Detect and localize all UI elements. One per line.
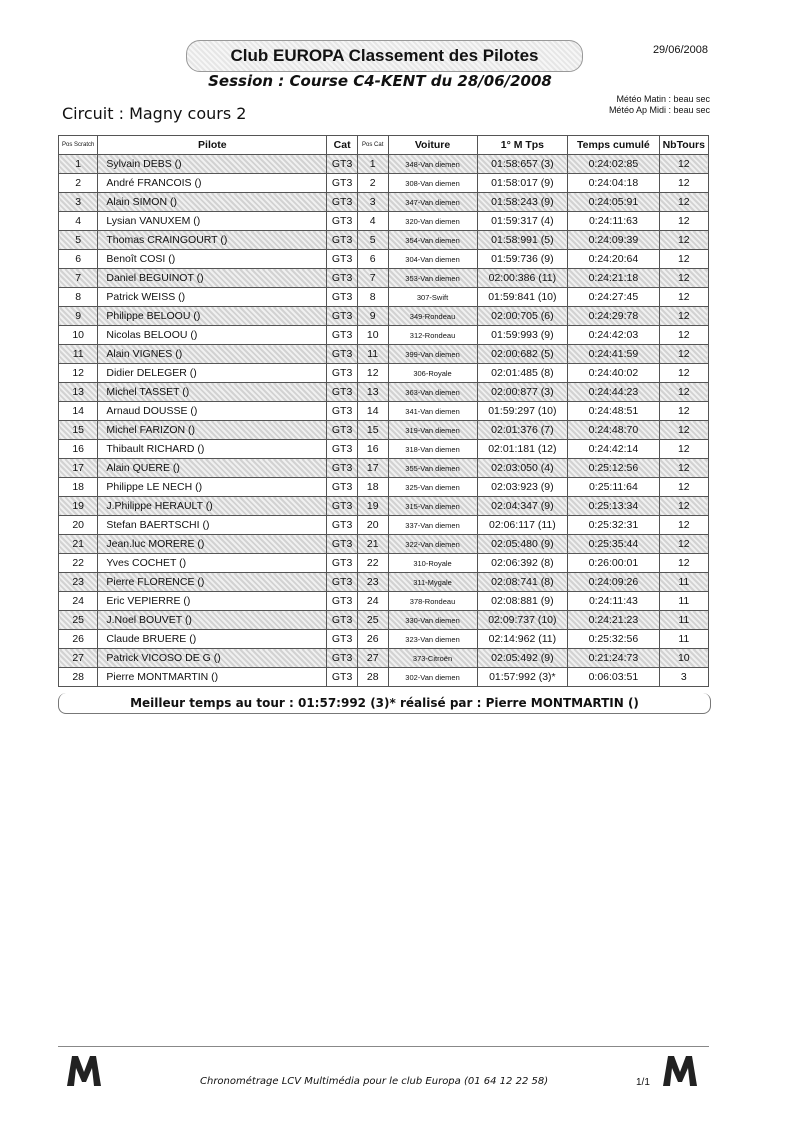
cell-car: 330-Van diemen [388,611,477,630]
cell-pilot: Claude BRUERE () [98,630,327,649]
cell-pilot: J.Philippe HERAULT () [98,497,327,516]
cell-laps: 3 [659,668,708,687]
cell-cat: GT3 [327,440,358,459]
cell-cat: GT3 [327,611,358,630]
table-header-row [59,136,709,155]
cell-total-time: 0:24:42:14 [568,440,659,459]
cell-pilot: Michel TASSET () [98,383,327,402]
cell-cat: GT3 [327,269,358,288]
cell-total-time: 0:24:11:63 [568,212,659,231]
cell-laps: 10 [659,649,708,668]
lcv-m-logo-icon [660,1052,700,1088]
cell-pos: 1 [59,155,98,174]
table-row [59,440,709,459]
table-row [59,649,709,668]
cell-car: 311-Mygale [388,573,477,592]
cell-car: 325-Van diemen [388,478,477,497]
cell-pos-cat: 23 [357,573,388,592]
cell-total-time: 0:24:04:18 [568,174,659,193]
cell-pos-cat: 8 [357,288,388,307]
cell-total-time: 0:24:41:59 [568,345,659,364]
cell-pos: 14 [59,402,98,421]
cell-pos-cat: 5 [357,231,388,250]
cell-pilot: Stefan BAERTSCHI () [98,516,327,535]
cell-cat: GT3 [327,554,358,573]
cell-car: 318-Van diemen [388,440,477,459]
cell-pos: 5 [59,231,98,250]
col-total-time: Temps cumulé [568,136,659,155]
cell-pilot: J.Noel BOUVET () [98,611,327,630]
cell-car: 363-Van diemen [388,383,477,402]
table-row [59,630,709,649]
cell-pos-cat: 20 [357,516,388,535]
print-date: 29/06/2008 [652,44,708,56]
cell-best-lap: 01:59:317 (4) [477,212,568,231]
cell-pilot: Pierre MONTMARTIN () [98,668,327,687]
cell-pos: 24 [59,592,98,611]
cell-pos: 17 [59,459,98,478]
col-pilote: Pilote [98,136,327,155]
cell-best-lap: 02:08:881 (9) [477,592,568,611]
cell-pos: 15 [59,421,98,440]
cell-total-time: 0:24:21:18 [568,269,659,288]
cell-pos-cat: 15 [357,421,388,440]
col-voiture: Voiture [388,136,477,155]
cell-pilot: André FRANCOIS () [98,174,327,193]
cell-laps: 12 [659,383,708,402]
cell-car: 348-Van diemen [388,155,477,174]
cell-pos-cat: 2 [357,174,388,193]
cell-pos: 21 [59,535,98,554]
cell-laps: 11 [659,592,708,611]
cell-total-time: 0:24:09:26 [568,573,659,592]
cell-cat: GT3 [327,535,358,554]
cell-total-time: 0:24:05:91 [568,193,659,212]
cell-pos: 19 [59,497,98,516]
cell-pilot: Philippe BELOOU () [98,307,327,326]
cell-laps: 11 [659,630,708,649]
table-row [59,383,709,402]
table-row [59,212,709,231]
cell-total-time: 0:25:11:64 [568,478,659,497]
table-row [59,478,709,497]
cell-total-time: 0:24:44:23 [568,383,659,402]
cell-pos-cat: 19 [357,497,388,516]
cell-pilot: Jean.luc MORERE () [98,535,327,554]
cell-total-time: 0:24:11:43 [568,592,659,611]
cell-cat: GT3 [327,364,358,383]
cell-pilot: Benoît COSI () [98,250,327,269]
cell-total-time: 0:06:03:51 [568,668,659,687]
cell-best-lap: 01:59:993 (9) [477,326,568,345]
cell-cat: GT3 [327,459,358,478]
cell-pos: 25 [59,611,98,630]
cell-cat: GT3 [327,630,358,649]
cell-laps: 12 [659,364,708,383]
cell-total-time: 0:21:24:73 [568,649,659,668]
cell-cat: GT3 [327,516,358,535]
cell-pos: 18 [59,478,98,497]
cell-cat: GT3 [327,649,358,668]
cell-pos-cat: 16 [357,440,388,459]
col-pos-scratch: Pos Scratch [59,136,98,155]
weather-afternoon: Météo Ap Midi : beau sec [608,105,710,115]
cell-laps: 12 [659,497,708,516]
table-row [59,516,709,535]
cell-best-lap: 01:59:736 (9) [477,250,568,269]
footer-divider [58,1046,709,1047]
table-row [59,573,709,592]
session-subtitle: Session : Course C4-KENT du 28/06/2008 [208,72,552,90]
cell-pos: 22 [59,554,98,573]
cell-pos-cat: 13 [357,383,388,402]
cell-car: 347-Van diemen [388,193,477,212]
cell-pilot: Pierre FLORENCE () [98,573,327,592]
cell-car: 337-Van diemen [388,516,477,535]
best-lap-summary: Meilleur temps au tour : 01:57:992 (3)* réalisé par : Pierre MONTMARTIN () [58,693,711,714]
cell-pos: 9 [59,307,98,326]
cell-best-lap: 02:01:376 (7) [477,421,568,440]
cell-best-lap: 02:01:485 (8) [477,364,568,383]
cell-best-lap: 02:04:347 (9) [477,497,568,516]
table-row [59,611,709,630]
cell-best-lap: 02:05:492 (9) [477,649,568,668]
table-row [59,307,709,326]
cell-total-time: 0:25:35:44 [568,535,659,554]
table-row [59,345,709,364]
cell-car: 323-Van diemen [388,630,477,649]
cell-total-time: 0:26:00:01 [568,554,659,573]
cell-pilot: Sylvain DEBS () [98,155,327,174]
cell-best-lap: 02:01:181 (12) [477,440,568,459]
cell-cat: GT3 [327,193,358,212]
cell-pos-cat: 17 [357,459,388,478]
cell-best-lap: 02:03:923 (9) [477,478,568,497]
cell-pos: 8 [59,288,98,307]
page-number: 1/1 [636,1077,650,1088]
table-row [59,174,709,193]
cell-car: 312-Rondeau [388,326,477,345]
cell-pos-cat: 18 [357,478,388,497]
cell-cat: GT3 [327,307,358,326]
cell-pilot: Lysian VANUXEM () [98,212,327,231]
cell-best-lap: 01:59:297 (10) [477,402,568,421]
cell-laps: 12 [659,174,708,193]
cell-laps: 12 [659,288,708,307]
cell-car: 399-Van diemen [388,345,477,364]
cell-car: 302-Van diemen [388,668,477,687]
cell-pilot: Didier DELEGER () [98,364,327,383]
cell-car: 373-Citroën [388,649,477,668]
cell-car: 322-Van diemen [388,535,477,554]
cell-total-time: 0:25:12:56 [568,459,659,478]
cell-cat: GT3 [327,231,358,250]
table-row [59,155,709,174]
table-row [59,668,709,687]
cell-total-time: 0:25:32:56 [568,630,659,649]
cell-best-lap: 02:00:877 (3) [477,383,568,402]
cell-pos-cat: 10 [357,326,388,345]
cell-car: 319-Van diemen [388,421,477,440]
cell-laps: 12 [659,535,708,554]
cell-pilot: Alain SIMON () [98,193,327,212]
cell-cat: GT3 [327,250,358,269]
cell-car: 308-Van diemen [388,174,477,193]
cell-pos-cat: 25 [357,611,388,630]
cell-car: 304-Van diemen [388,250,477,269]
cell-cat: GT3 [327,345,358,364]
cell-car: 307-Swift [388,288,477,307]
cell-car: 349-Rondeau [388,307,477,326]
cell-laps: 12 [659,269,708,288]
table-row [59,421,709,440]
cell-best-lap: 01:58:991 (5) [477,231,568,250]
cell-pos-cat: 12 [357,364,388,383]
cell-total-time: 0:24:48:70 [568,421,659,440]
cell-cat: GT3 [327,573,358,592]
cell-pilot: Thomas CRAINGOURT () [98,231,327,250]
cell-pilot: Alain QUERE () [98,459,327,478]
cell-total-time: 0:24:27:45 [568,288,659,307]
cell-car: 310-Royale [388,554,477,573]
cell-laps: 12 [659,440,708,459]
cell-pos: 23 [59,573,98,592]
cell-pilot: Patrick VICOSO DE G () [98,649,327,668]
table-row [59,402,709,421]
cell-pos-cat: 3 [357,193,388,212]
cell-pilot: Alain VIGNES () [98,345,327,364]
cell-pos-cat: 21 [357,535,388,554]
cell-cat: GT3 [327,478,358,497]
document-title: Club EUROPA Classement des Pilotes [186,40,583,72]
cell-best-lap: 02:06:117 (11) [477,516,568,535]
cell-pos-cat: 28 [357,668,388,687]
cell-laps: 12 [659,345,708,364]
cell-laps: 11 [659,611,708,630]
cell-best-lap: 01:58:657 (3) [477,155,568,174]
cell-pos-cat: 24 [357,592,388,611]
cell-pilot: Arnaud DOUSSE () [98,402,327,421]
cell-pos-cat: 22 [357,554,388,573]
cell-total-time: 0:25:13:34 [568,497,659,516]
cell-pos: 20 [59,516,98,535]
cell-best-lap: 02:03:050 (4) [477,459,568,478]
cell-laps: 12 [659,231,708,250]
cell-pilot: Patrick WEISS () [98,288,327,307]
col-cat: Cat [327,136,358,155]
cell-pos: 7 [59,269,98,288]
table-row [59,459,709,478]
col-pos-cat: Pos Cat [357,136,388,155]
cell-pos: 28 [59,668,98,687]
cell-cat: GT3 [327,497,358,516]
cell-pos-cat: 7 [357,269,388,288]
cell-laps: 12 [659,193,708,212]
cell-pos-cat: 14 [357,402,388,421]
cell-car: 320-Van diemen [388,212,477,231]
cell-pos-cat: 9 [357,307,388,326]
cell-pos: 26 [59,630,98,649]
cell-car: 354-Van diemen [388,231,477,250]
cell-car: 355-Van diemen [388,459,477,478]
cell-laps: 12 [659,421,708,440]
table-row [59,497,709,516]
cell-best-lap: 02:00:386 (11) [477,269,568,288]
cell-pilot: Eric VEPIERRE () [98,592,327,611]
cell-laps: 12 [659,402,708,421]
table-row [59,231,709,250]
cell-pos: 12 [59,364,98,383]
cell-best-lap: 01:57:992 (3)* [477,668,568,687]
cell-best-lap: 02:05:480 (9) [477,535,568,554]
table-row [59,269,709,288]
cell-cat: GT3 [327,592,358,611]
cell-pos-cat: 27 [357,649,388,668]
cell-pos-cat: 11 [357,345,388,364]
cell-laps: 11 [659,573,708,592]
cell-total-time: 0:24:42:03 [568,326,659,345]
cell-best-lap: 02:14:962 (11) [477,630,568,649]
cell-total-time: 0:24:48:51 [568,402,659,421]
cell-total-time: 0:24:29:78 [568,307,659,326]
cell-best-lap: 01:58:243 (9) [477,193,568,212]
cell-cat: GT3 [327,383,358,402]
cell-total-time: 0:24:09:39 [568,231,659,250]
cell-pos-cat: 26 [357,630,388,649]
table-row [59,535,709,554]
cell-laps: 12 [659,250,708,269]
cell-laps: 12 [659,326,708,345]
cell-pos: 6 [59,250,98,269]
weather-morning: Météo Matin : beau sec [616,94,710,104]
cell-pilot: Yves COCHET () [98,554,327,573]
cell-pos: 4 [59,212,98,231]
cell-best-lap: 02:09:737 (10) [477,611,568,630]
cell-laps: 12 [659,459,708,478]
table-row [59,592,709,611]
cell-car: 378-Rondeau [388,592,477,611]
cell-laps: 12 [659,155,708,174]
table-row [59,250,709,269]
cell-pilot: Philippe LE NECH () [98,478,327,497]
cell-cat: GT3 [327,402,358,421]
cell-pos: 16 [59,440,98,459]
cell-pos: 27 [59,649,98,668]
cell-car: 341-Van diemen [388,402,477,421]
cell-car: 306-Royale [388,364,477,383]
results-body [59,155,709,687]
table-row [59,193,709,212]
cell-pos: 2 [59,174,98,193]
cell-pos: 10 [59,326,98,345]
cell-cat: GT3 [327,212,358,231]
cell-laps: 12 [659,478,708,497]
cell-total-time: 0:24:21:23 [568,611,659,630]
footer-credit: Chronométrage LCV Multimédia pour le club Europa (01 64 12 22 58) [200,1076,549,1087]
cell-best-lap: 02:06:392 (8) [477,554,568,573]
cell-best-lap: 02:00:682 (5) [477,345,568,364]
cell-total-time: 0:24:02:85 [568,155,659,174]
cell-pos-cat: 4 [357,212,388,231]
cell-cat: GT3 [327,155,358,174]
lcv-m-logo-icon [64,1052,104,1088]
results-table [58,135,709,687]
cell-cat: GT3 [327,668,358,687]
cell-pilot: Nicolas BELOOU () [98,326,327,345]
cell-total-time: 0:24:40:02 [568,364,659,383]
cell-pilot: Michel FARIZON () [98,421,327,440]
cell-cat: GT3 [327,326,358,345]
cell-laps: 12 [659,212,708,231]
cell-laps: 12 [659,516,708,535]
cell-best-lap: 01:58:017 (9) [477,174,568,193]
cell-cat: GT3 [327,174,358,193]
col-laps: NbTours [659,136,708,155]
cell-total-time: 0:25:32:31 [568,516,659,535]
cell-pilot: Daniel BEGUINOT () [98,269,327,288]
table-row [59,288,709,307]
cell-pos-cat: 6 [357,250,388,269]
cell-best-lap: 02:08:741 (8) [477,573,568,592]
cell-cat: GT3 [327,421,358,440]
col-best-lap: 1° M Tps [477,136,568,155]
table-row [59,554,709,573]
cell-cat: GT3 [327,288,358,307]
cell-laps: 12 [659,307,708,326]
table-row [59,364,709,383]
weather-info [609,94,710,116]
cell-pilot: Thibault RICHARD () [98,440,327,459]
circuit-label: Circuit : Magny cours 2 [62,104,247,123]
cell-car: 315-Van diemen [388,497,477,516]
cell-best-lap: 02:00:705 (6) [477,307,568,326]
cell-pos: 11 [59,345,98,364]
cell-pos: 3 [59,193,98,212]
cell-total-time: 0:24:20:64 [568,250,659,269]
cell-laps: 12 [659,554,708,573]
table-row [59,326,709,345]
cell-pos: 13 [59,383,98,402]
cell-car: 353-Van diemen [388,269,477,288]
cell-best-lap: 01:59:841 (10) [477,288,568,307]
cell-pos-cat: 1 [357,155,388,174]
